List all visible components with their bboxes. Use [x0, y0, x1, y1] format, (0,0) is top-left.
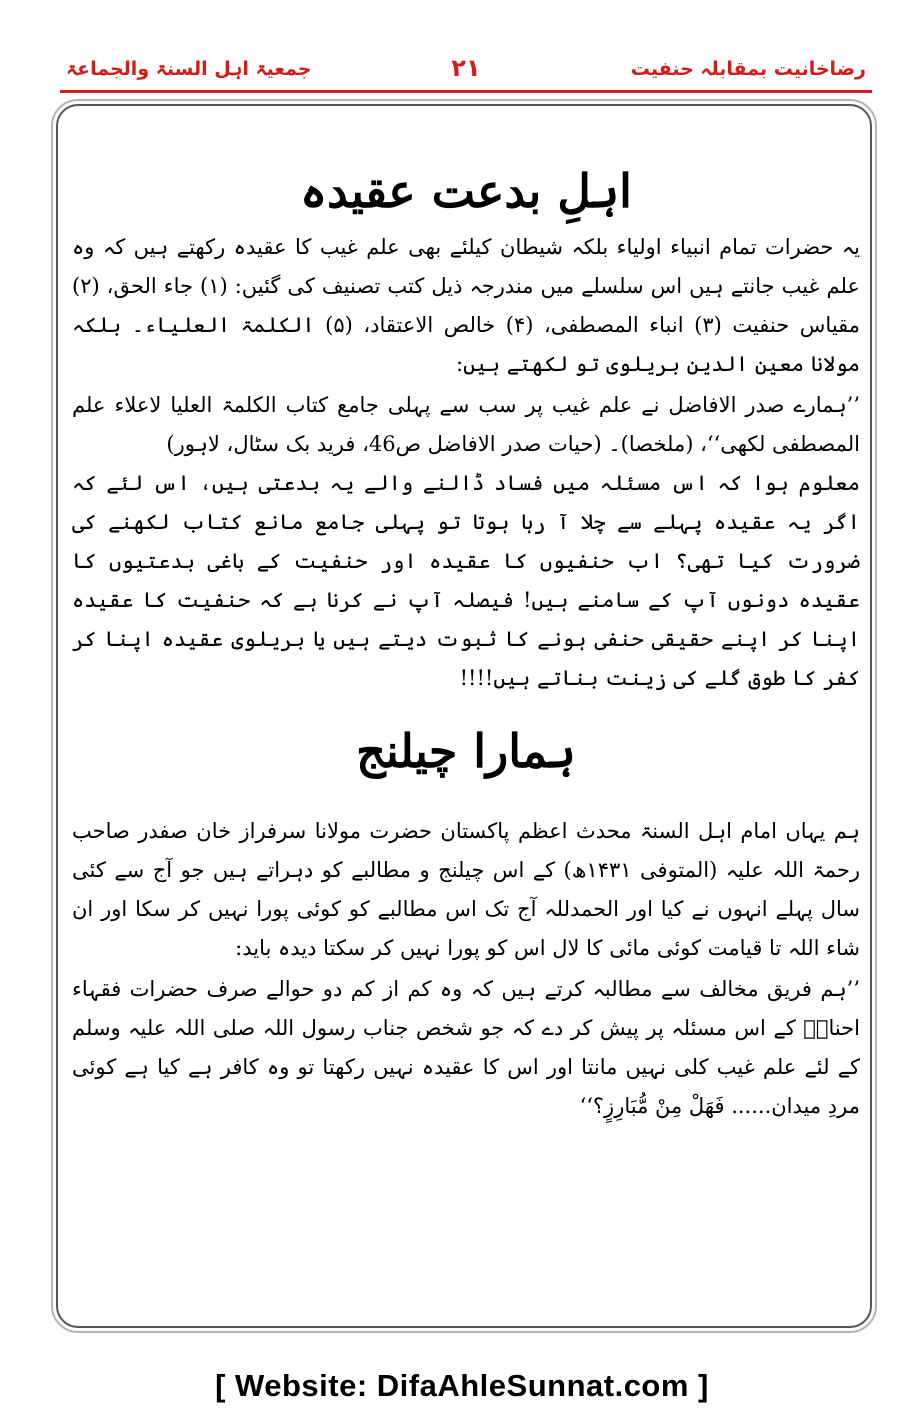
header-divider [60, 90, 872, 93]
section-title-our-challenge: ہمارا چیلنج [356, 724, 576, 778]
paragraph-intro: یہ حضرات تمام انبیاء اولیاء بلکہ شیطان کیلئے بھی علم غیب کا عقیدہ رکھتے ہیں کہ وہ علم غیب جانتے ہیں اس سلسلے میں مندرجہ ذیل کتب تصنیف کی گئیں: (۱) جاء الحق، (۲) مقیاس حنفیت (۳) انباء المصطفی، (۴) خالص الاعتقاد، (۵) الکلمۃ العلیاء۔ بلکہ مولانا معین الدین بریلوی تو لکھتے ہیں: [72, 235, 861, 376]
website-footer: [ Website: DifaAhleSunnat.com ] [215, 1368, 709, 1403]
page-number: ۲۱ [451, 54, 481, 82]
quote-challenge: ’’ہم فریق مخالف سے مطالبہ کرتے ہیں کہ وہ کم از کم دو حوالے صرف حضرات فقہاء احنافؒ کے اس مسئلہ پر پیش کر دے کہ جو شخص جناب رسول اللہ صلی اللہ علیہ وسلم کے لئے علم غیب کلی نہیں مانتا اور اس کا عقیدہ نہیں رکھتا تو وہ کافر ہے کیا ہے کوئی مردِ میدان...... فَھَلْ مِنْ مُّبَارِزٍ؟‘‘ [72, 977, 860, 1118]
paragraph-challenge-intro: ہم یہاں امام اہل السنۃ محدث اعظم پاکستان حضرت مولانا سرفراز خان صفدر صاحب رحمۃ اللہ علیہ (المتوفی ۱۴۳۱ھ) کے اس چیلنج و مطالبے کو دہراتے ہیں جو آج سے کئی سال پہلے انہوں نے کیا اور الحمدللہ آج تک اس مطالبے کو کوئی پورا نہیں کر سکا اور ان شاء اللہ تا قیامت کوئی مائی کا لال اس کو پورا نہیں کر سکتا دیدہ باید: [72, 819, 860, 960]
paragraph-conclusion: معلوم ہوا کہ اس مسئلہ میں فساد ڈالنے والے یہ بدعتی ہیں، اس لئے کہ اگر یہ عقیدہ پہلے سے چلا آ رہا ہوتا تو پہلی جامع مانع کتاب لکھنے کی ضرورت کیا تھی؟ اب حنفیوں کا عقیدہ اور حنفیت کے باغی بدعتیوں کا عقیدہ دونوں آپ کے سامنے ہیں! فیصلہ آپ نے کرنا ہے کہ حنفیت کا عقیدہ اپنا کر اپنے حقیقی حنفی ہونے کا ثبوت دیتے ہیں یا بریلوی عقیدہ اپنا کر کفر کا طوق گلے کی زینت بناتے ہیں!!!! [72, 471, 860, 690]
header-book-title: رضاخانیت بمقابلہ حنفیت [630, 58, 866, 80]
header-organization: جمعیۃ اہل السنۃ والجماعۃ [66, 58, 312, 80]
quote-sadr-ul-afazil: ’’ہمارے صدر الافاضل نے علم غیب پر سب سے پہلی جامع کتاب الکلمۃ العلیا لاعلاء علم المصطفی لکھی‘‘، (ملخصا)۔ (حیات صدر الافاضل ص46، فرید بک سٹال، لاہور) [72, 393, 860, 456]
section-title-innovators-belief: اہلِ بدعت عقیدہ [300, 164, 632, 218]
page-header [60, 54, 872, 94]
page-body [72, 160, 860, 1126]
